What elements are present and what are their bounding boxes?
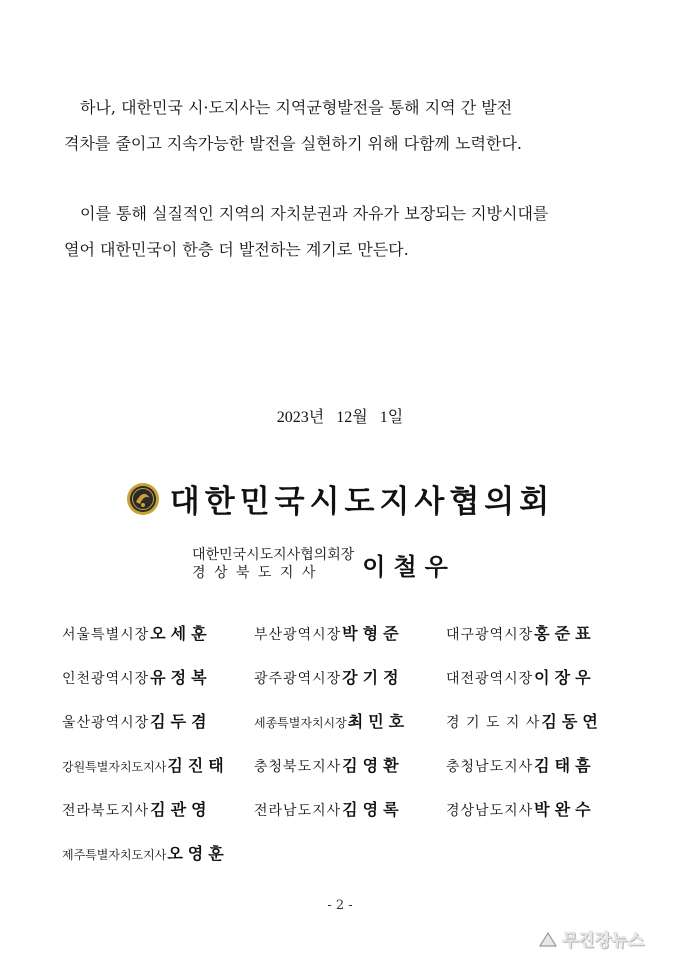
governor-entry bbox=[446, 621, 638, 644]
governor-title: 제주특별자치도지사 bbox=[62, 847, 167, 862]
governor-name: 김관영 bbox=[150, 799, 212, 819]
governor-entry bbox=[446, 709, 638, 732]
governor-name: 최민호 bbox=[347, 711, 410, 731]
roster-row bbox=[62, 830, 642, 874]
paragraph-2 bbox=[64, 196, 624, 268]
paragraph-2-line-1: 이를 통해 실질적인 지역의 자치분권과 자유가 보장되는 지방시대를 bbox=[80, 204, 549, 223]
document-date bbox=[0, 404, 680, 427]
page-number: - 2 - bbox=[327, 898, 353, 913]
governor-entry bbox=[254, 709, 446, 732]
governor-entry bbox=[254, 797, 446, 820]
governor-title: 세종특별자치시장 bbox=[254, 715, 347, 730]
governor-title: 전라남도지사 bbox=[254, 802, 342, 819]
governor-entry bbox=[254, 753, 446, 776]
chair-title-association: 대한민국시도지사협의회장 bbox=[192, 547, 355, 563]
roster-row bbox=[62, 610, 642, 654]
governor-title: 광주광역시장 bbox=[254, 670, 342, 687]
governor-title: 울산광역시장 bbox=[62, 714, 150, 731]
governor-title: 충청남도지사 bbox=[446, 758, 534, 775]
chair-name: 이철우 bbox=[362, 552, 456, 581]
governor-name: 오영훈 bbox=[167, 843, 229, 863]
chair-signature bbox=[192, 546, 456, 582]
governor-name: 강기정 bbox=[342, 667, 404, 687]
governor-name: 김진태 bbox=[167, 755, 229, 775]
roster-row bbox=[62, 698, 642, 742]
governor-title: 서울특별시장 bbox=[62, 626, 150, 643]
date-year: 2023년 bbox=[276, 409, 325, 426]
paragraph-1-line-1: 하나, 대한민국 시·도지사는 지역균형발전을 통해 지역 간 발전 bbox=[80, 98, 513, 117]
association-emblem-icon bbox=[126, 482, 160, 516]
governor-name: 김영록 bbox=[342, 799, 404, 819]
roster-row bbox=[62, 654, 642, 698]
governor-name: 홍준표 bbox=[534, 623, 596, 643]
governor-name: 김영환 bbox=[342, 755, 404, 775]
governor-title: 경상남도지사 bbox=[446, 802, 534, 819]
governor-name: 김두겸 bbox=[150, 711, 212, 731]
governor-name: 이장우 bbox=[534, 667, 596, 687]
governor-entry bbox=[62, 841, 254, 864]
governor-title: 강원특별자치도지사 bbox=[62, 759, 167, 774]
governor-entry bbox=[62, 621, 254, 644]
chair-titles bbox=[192, 546, 354, 582]
organization-header bbox=[0, 476, 680, 521]
governor-name: 오세훈 bbox=[150, 623, 212, 643]
governor-title: 대구광역시장 bbox=[446, 626, 534, 643]
governor-name: 박완수 bbox=[534, 799, 596, 819]
chair-title-governor: 경 상 북 도 지 사 bbox=[192, 565, 318, 581]
governor-entry bbox=[446, 753, 638, 776]
date-month: 12월 bbox=[336, 409, 368, 426]
governor-name: 김태흠 bbox=[534, 755, 596, 775]
governor-entry bbox=[62, 753, 254, 776]
governor-title: 충청북도지사 bbox=[254, 758, 342, 775]
governor-entry bbox=[446, 665, 638, 688]
paragraph-2-line-2: 열어 대한민국이 한층 더 발전하는 계기로 만든다. bbox=[64, 240, 409, 259]
roster-row bbox=[62, 786, 642, 830]
watermark bbox=[538, 926, 644, 951]
roster-row bbox=[62, 742, 642, 786]
logo-icon bbox=[538, 930, 558, 948]
governor-entry bbox=[62, 709, 254, 732]
watermark-text: 무진장뉴스 bbox=[562, 931, 645, 951]
governor-title: 대전광역시장 bbox=[446, 670, 534, 687]
governor-entry bbox=[62, 665, 254, 688]
governor-entry bbox=[254, 621, 446, 644]
governor-title: 인천광역시장 bbox=[62, 670, 150, 687]
organization-name: 대한민국시도지사협의회 bbox=[169, 484, 555, 520]
governor-title: 부산광역시장 bbox=[254, 626, 342, 643]
date-day: 1일 bbox=[379, 409, 404, 426]
governor-name: 박형준 bbox=[342, 623, 404, 643]
governor-title: 경 기 도 지 사 bbox=[446, 714, 541, 731]
governor-roster bbox=[62, 610, 642, 874]
governor-name: 김동연 bbox=[541, 711, 603, 731]
governor-entry bbox=[254, 665, 446, 688]
governor-title: 전라북도지사 bbox=[62, 802, 150, 819]
paragraph-1-line-2: 격차를 줄이고 지속가능한 발전을 실현하기 위해 다함께 노력한다. bbox=[64, 134, 523, 153]
governor-entry bbox=[446, 797, 638, 820]
governor-entry bbox=[62, 797, 254, 820]
paragraph-1 bbox=[64, 90, 624, 162]
governor-name: 유정복 bbox=[150, 667, 212, 687]
